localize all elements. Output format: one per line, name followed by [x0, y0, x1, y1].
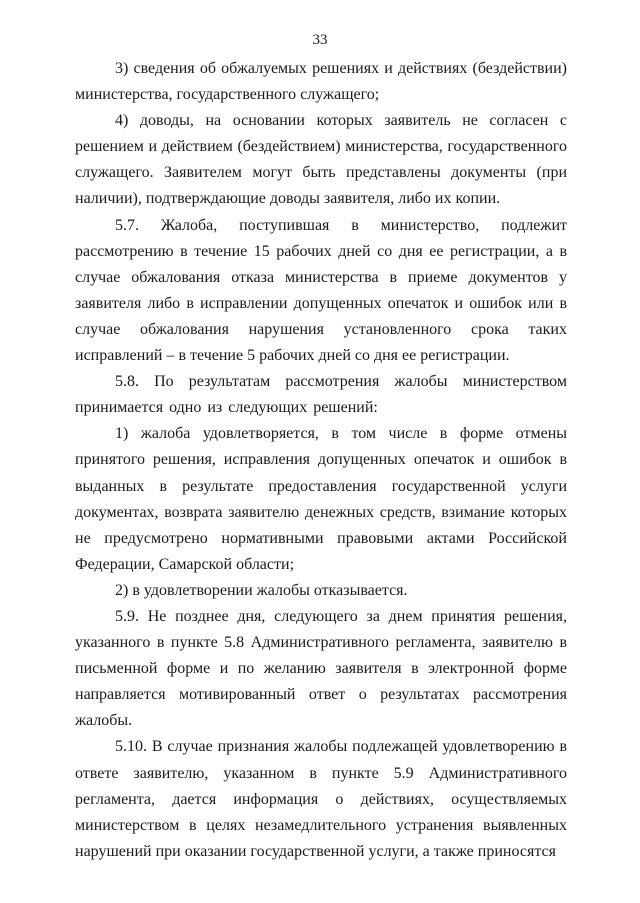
paragraph-complaint-item-4: 4) доводы, на основании которых заявитель не согласен с решением и действием (бездействием) министерства, государственного служащего. Заявителем могут быть представлены документы (при наличии), подтверждающие доводы заявителя, либо их копии.: [75, 112, 567, 208]
paragraph-complaint-item-3: 3) сведения об обжалуемых решениях и действиях (бездействии) министерства, государственного служащего;: [75, 60, 567, 104]
paragraph-decision-1: 1) жалоба удовлетворяется, в том числе в форме отмены принятого решения, исправления допущенных опечаток и ошибок в выданных в результате предоставления государственной услуги документах, возврата заявителю денежных средств, взимание которых не предусмотрено нормативными правовыми актами Российской Федерации, Самарской области;: [75, 425, 567, 573]
paragraph-5-10: 5.10. В случае признания жалобы подлежащей удовлетворению в ответе заявителю, указанном в пункте 5.9 Административного регламента, дается информация о действиях, осуществляемых министерством в целях незамедлительного устранения выявленных нарушений при оказании государственной услуги, а также приносятся: [75, 738, 567, 860]
document-body: [75, 56, 567, 865]
paragraph-5-7: 5.7. Жалоба, поступившая в министерство, подлежит рассмотрению в течение 15 рабочих дней со дня ее регистрации, а в случае обжалования отказа министерства в приеме документов у заявителя либо в исправлении допущенных опечаток и ошибок или в случае обжалования нарушения установленного срока таких исправлений – в течение 5 рабочих дней со дня ее регистрации.: [75, 216, 567, 365]
paragraph-5-9: 5.9. Не позднее дня, следующего за днем принятия решения, указанного в пункте 5.8 Административного регламента, заявителю в письменной форме и по желанию заявителя в электронной форме направляется мотивированный ответ о результатах рассмотрения жалобы.: [75, 607, 567, 730]
paragraph-5-8: 5.8. По результатам рассмотрения жалобы министерством принимается одно из следующих решений:: [75, 373, 567, 417]
paragraph-decision-2: 2) в удовлетворении жалобы отказывается.: [115, 581, 408, 599]
page-number: 33: [312, 32, 328, 48]
